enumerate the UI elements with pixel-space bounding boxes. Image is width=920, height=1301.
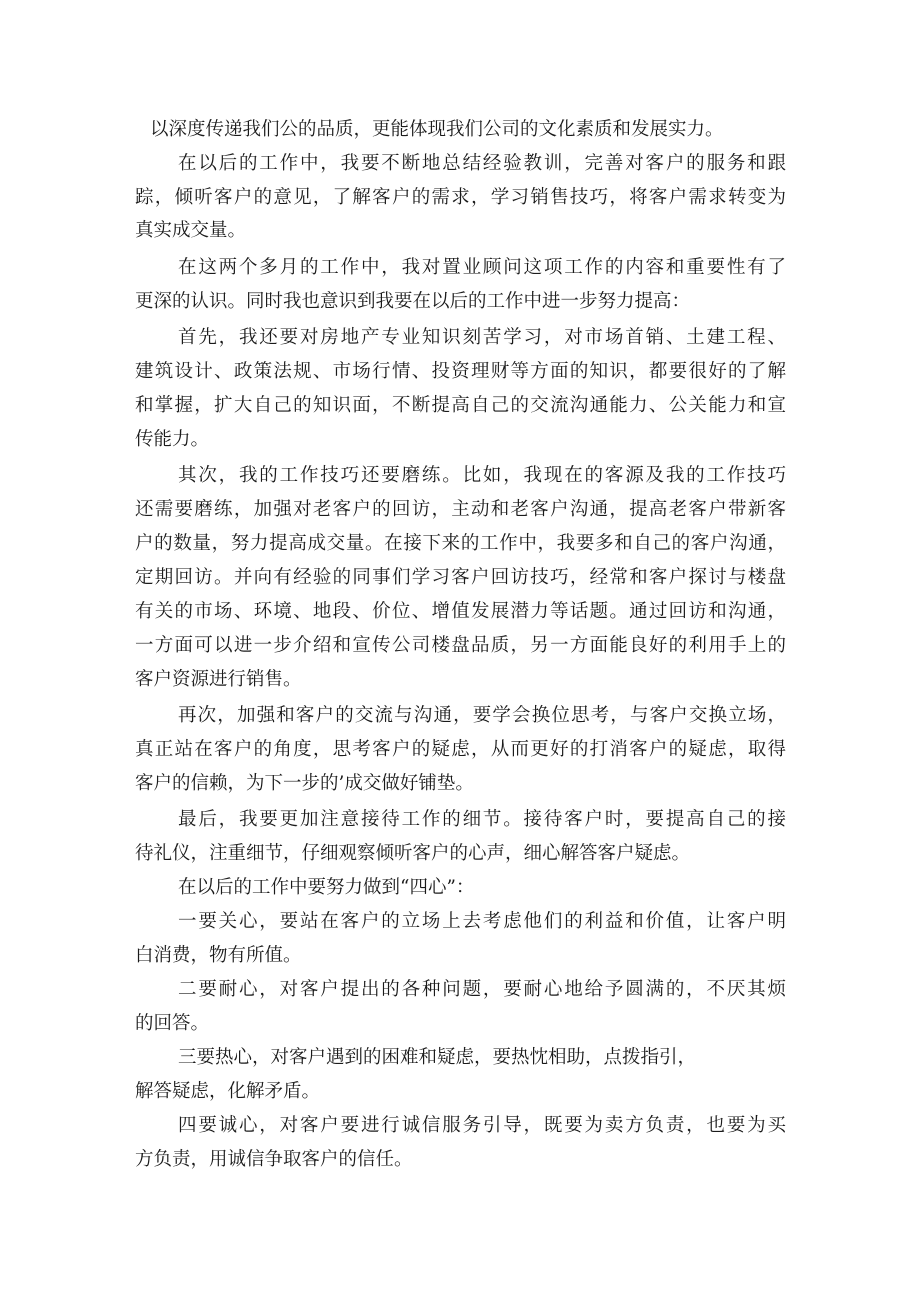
text-line: 在以后的工作中要努力做到“四心”： [178, 877, 475, 898]
text-line: 真正站在客户的角度，思考客户的疑虑，从而更好的打消客户的疑虑，取得 [135, 739, 786, 760]
text-line: 三要热心，对客户遇到的困难和疑虑，要热忱相助，点拨指引， [178, 1047, 697, 1068]
text-line: 一要关心，要站在客户的立场上去考虑他们的利益和价值，让客户明 [178, 911, 786, 932]
text-line: 再次，加强和客户的交流与沟通，要学会换位思考，与客户交换立场， [178, 705, 786, 726]
text-line: 四要诚心，对客户要进行诚信服务引导，既要为卖方负责，也要为买 [178, 1115, 786, 1136]
text-line: 定期回访。并向有经验的同事们学习客户回访技巧，经常和客户探讨与楼盘 [135, 567, 786, 588]
text-line: 在以后的工作中，我要不断地总结经验教训，完善对客户的服务和跟 [178, 153, 786, 174]
text-line: 待礼仪，注重细节，仔细观察倾听客户的心声，细心解答客户疑虑。 [135, 843, 691, 864]
text-line: 首先，我还要对房地产专业知识刻苦学习，对市场首销、土建工程、 [178, 327, 786, 348]
text-line: 还需要磨练，加强对老客户的回访，主动和老客户沟通，提高老客户带新客 [135, 499, 786, 520]
text-line: 建筑设计、政策法规、市场行情、投资理财等方面的知识，都要很好的了解 [135, 361, 786, 382]
text-line: 白消费，物有所值。 [135, 945, 302, 966]
text-line: 解答疑虑，化解矛盾。 [135, 1081, 321, 1102]
text-line: 更深的认识。同时我也意识到我要在以后的工作中进一步努力提高： [135, 291, 691, 312]
text-line: 一方面可以进一步介绍和宣传公司楼盘品质，另一方面能良好的利用手上的 [135, 635, 786, 656]
text-line: 和掌握，扩大自己的知识面，不断提高自己的交流沟通能力、公关能力和宣 [135, 395, 786, 416]
text-line: 以深度传递我们公的品质，更能体现我们公司的文化素质和发展实力。 [150, 119, 724, 140]
text-line: 其次，我的工作技巧还要磨练。比如，我现在的客源及我的工作技巧 [178, 465, 786, 486]
text-line: 踪，倾听客户的意见，了解客户的需求，学习销售技巧，将客户需求转变为 [135, 187, 786, 208]
text-line: 二要耐心，对客户提出的各种问题，要耐心地给予圆满的，不厌其烦 [178, 979, 786, 1000]
text-line: 的回答。 [135, 1013, 210, 1034]
text-line: 有关的市场、环境、地段、价位、增值发展潜力等话题。通过回访和沟通， [135, 601, 786, 622]
text-line: 真实成交量。 [135, 220, 247, 241]
text-line: 在这两个多月的工作中，我对置业顾问这项工作的内容和重要性有了 [178, 257, 786, 278]
text-line: 最后，我要更加注意接待工作的细节。接待客户时，要提高自己的接 [178, 809, 786, 830]
text-line: 客户资源进行销售。 [135, 669, 302, 690]
text-line: 户的数量，努力提高成交量。在接下来的工作中，我要多和自己的客户沟通， [135, 533, 786, 554]
text-line: 传能力。 [135, 429, 210, 450]
text-line: 方负责，用诚信争取客户的信任。 [135, 1149, 413, 1170]
text-line: 客户的信赖，为下一步的’成交做好铺垫。 [135, 773, 474, 794]
